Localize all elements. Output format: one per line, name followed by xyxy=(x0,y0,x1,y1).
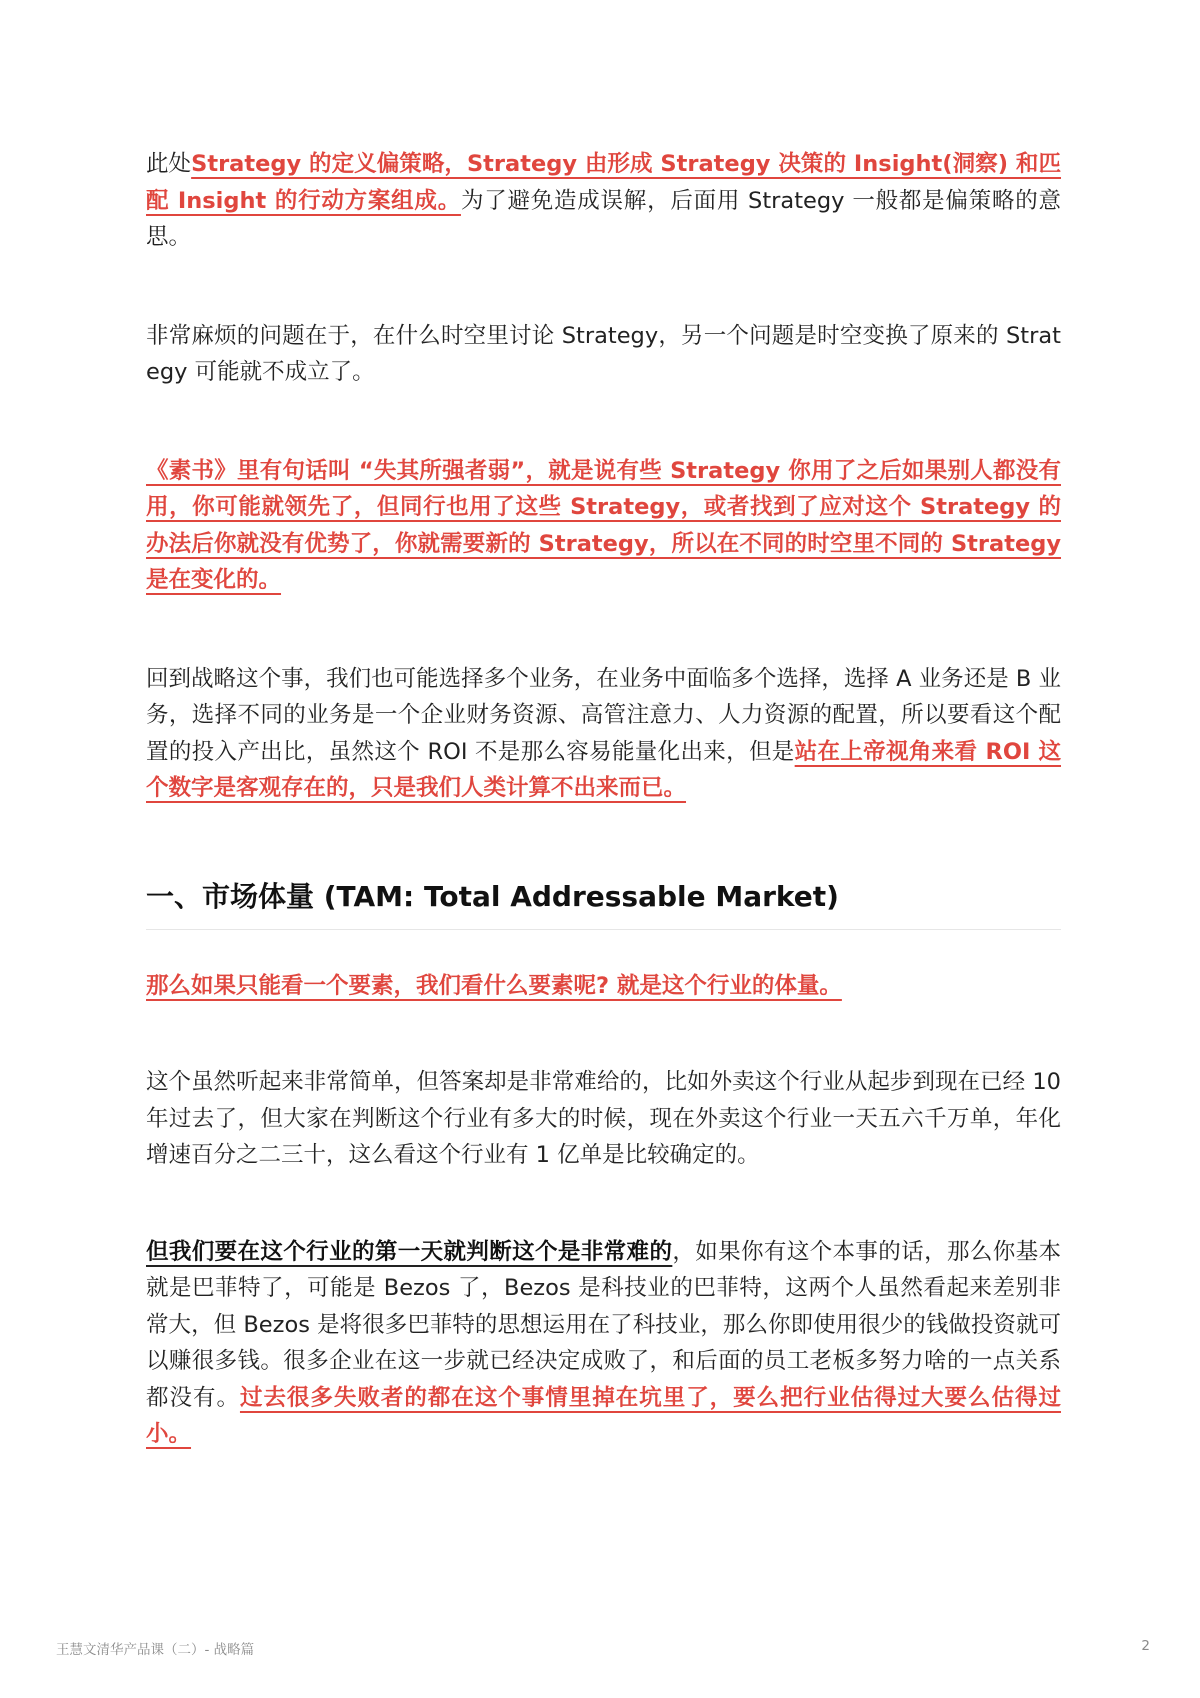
paragraph-one-factor xyxy=(146,968,1061,1005)
highlight-text: 《素书》里有句话叫 “失其所强者弱”，就是说有些 Strategy 你用了之后如果别人都没有用，你可能就领先了，但同行也用了这些 Strategy，或者找到了应对这个 Strategy 的办法后你就没有优势了，你就需要新的 Strategy，所以在不同的时空里不同的 Strategy 是在变化的。 xyxy=(146,457,1061,593)
highlight-text: 那么如果只能看一个要素，我们看什么要素呢? 就是这个行业的体量。 xyxy=(146,972,842,999)
highlight-text: 站在上帝视角来看 ROI 这个数字是客观存在的，只是我们人类计算不出来而已。 xyxy=(146,738,1061,801)
paragraph-sushu-quote xyxy=(146,453,1061,599)
paragraph-middle: ，如果你有这个本事的话，那么你基本就是巴菲特了，可能是 Bezos 了，Bezos 是科技业的巴菲特，这两个人虽然看起来差别非常大，但 Bezos 是将很多巴菲特的思想运用在了科技业，那么你即使用很少的钱做投资就可以赚很多钱。很多企业在这一步就已经决定成败了，和后面的员工老板多努力啥的一点关系都没有。 xyxy=(146,1238,1061,1411)
document-body xyxy=(146,146,1061,1453)
highlight-text: 过去很多失败者的都在这个事情里掉在坑里了，要么把行业估得过大要么估得过小。 xyxy=(146,1384,1061,1447)
section-heading-tam: 一、市场体量 (TAM: Total Addressable Market) xyxy=(146,877,1061,930)
paragraph-lead: 此处 xyxy=(146,151,192,177)
footer-document-title: 王慧文清华产品课（二）- 战略篇 xyxy=(56,1642,255,1658)
bold-underlined-text: 但我们要在这个行业的第一天就判断这个是非常难的 xyxy=(146,1238,673,1265)
paragraph-roi xyxy=(146,661,1061,807)
paragraph-tail: 为了避免造成误解，后面用 Strategy 一般都是偏策略的意思。 xyxy=(146,187,1061,250)
paragraph-lead: 回到战略这个事，我们也可能选择多个业务，在业务中面临多个选择，选择 A 业务还是 B 业务，选择不同的业务是一个企业财务资源、高管注意力、人力资源的配置，所以要看这个配置的投入产出比，虽然这个 ROI 不是那么容易能量化出来，但是 xyxy=(146,665,1061,765)
paragraph-spacetime-problem: 非常麻烦的问题在于，在什么时空里讨论 Strategy，另一个问题是时空变换了原来的 Strategy 可能就不成立了。 xyxy=(146,322,1061,385)
highlight-text: Strategy 的定义偏策略，Strategy 由形成 Strategy 决策的 Insight(洞察) 和匹配 Insight 的行动方案组成。 xyxy=(146,151,1061,214)
paragraph-first-day-judgement xyxy=(146,1234,1061,1453)
paragraph-strategy-definition xyxy=(146,146,1061,256)
footer-page-number: 2 xyxy=(1141,1638,1150,1654)
paragraph-takeout-example: 这个虽然听起来非常简单，但答案却是非常难给的，比如外卖这个行业从起步到现在已经 10 年过去了，但大家在判断这个行业有多大的时候，现在外卖这个行业一天五六千万单，年化增速百分之二三十，这么看这个行业有 1 亿单是比较确定的。 xyxy=(146,1069,1061,1168)
